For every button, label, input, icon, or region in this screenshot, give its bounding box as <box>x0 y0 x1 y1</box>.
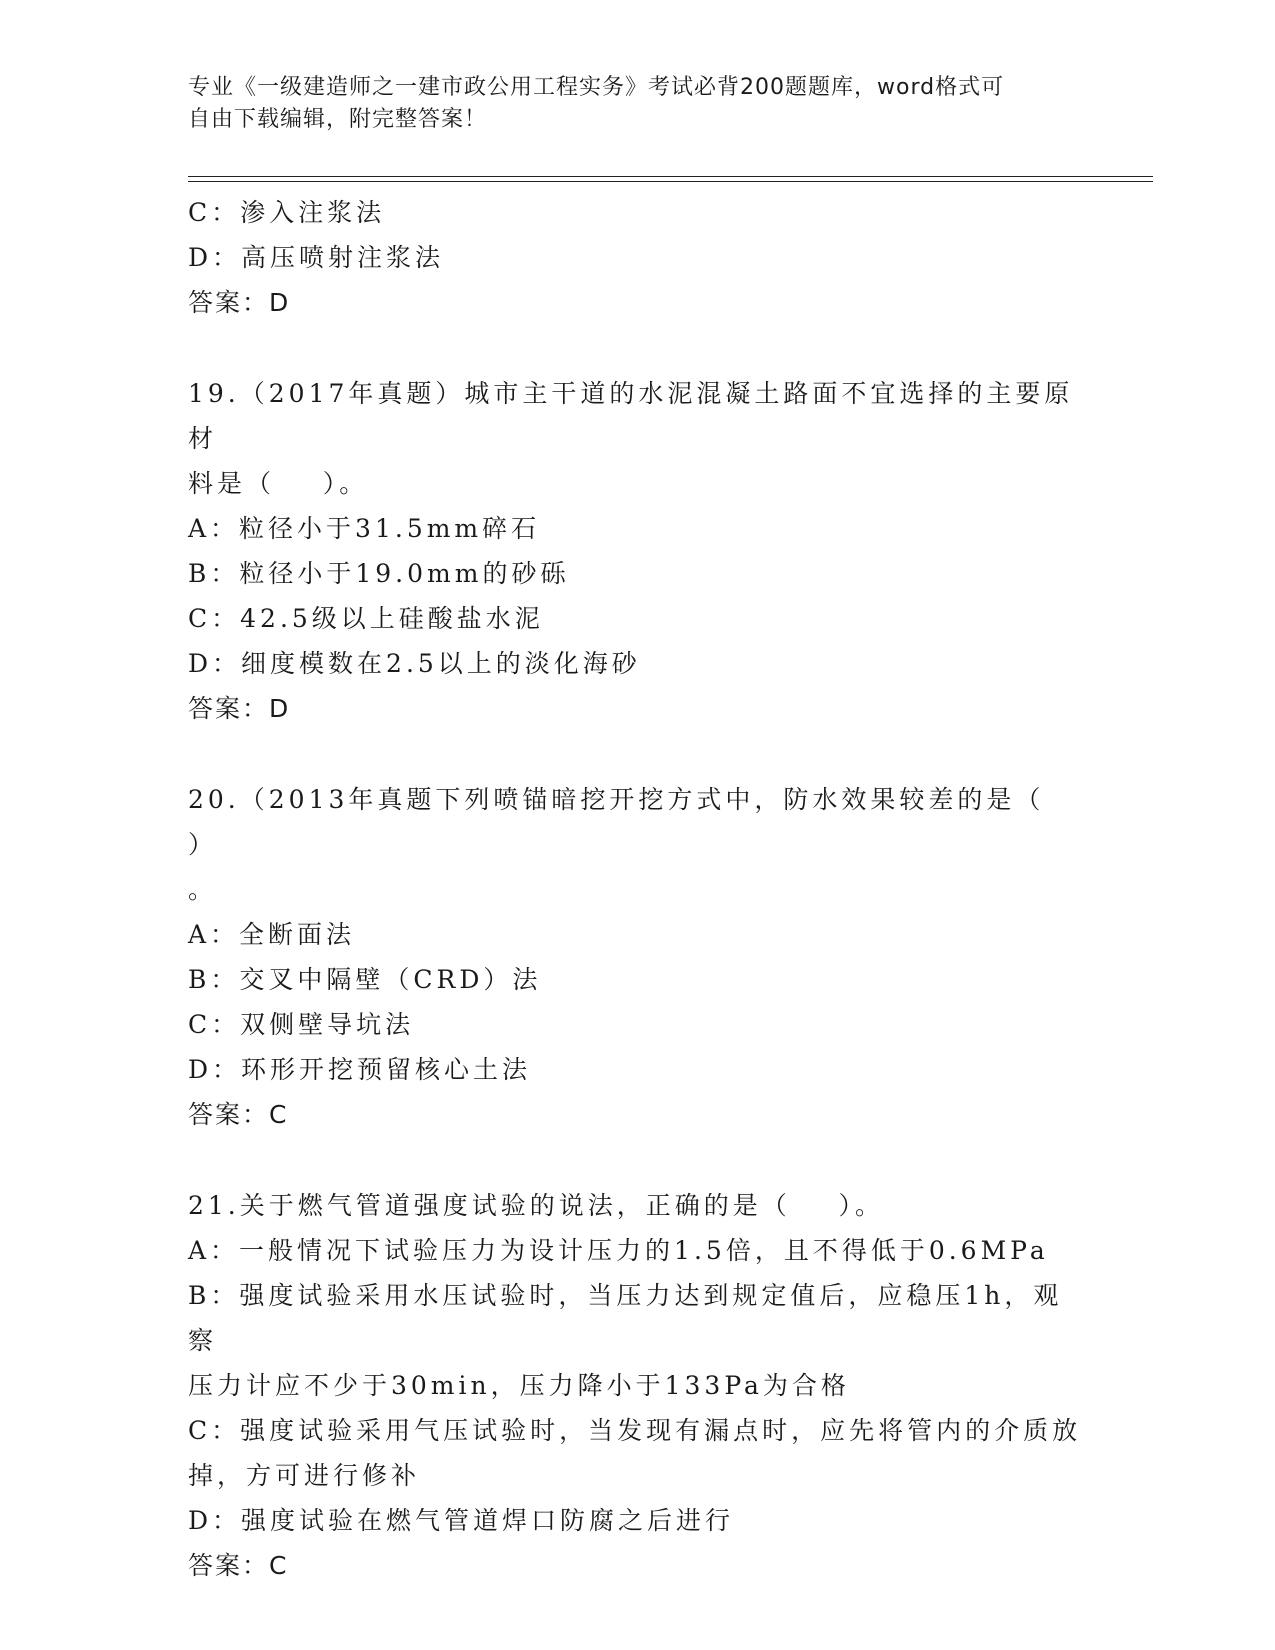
answer-line: 答案：D <box>188 694 291 723</box>
question-block-20 <box>188 777 1093 1137</box>
document-header <box>188 72 1068 136</box>
question-stem: 20.（2013年真题下列喷锚暗挖开挖方式中，防水效果较差的是（ ） <box>188 785 1093 859</box>
document-body <box>188 190 1093 1588</box>
option-b: B：粒径小于19.0mm的砂砾 <box>188 559 570 588</box>
option-b-continued: 压力计应不少于30min，压力降小于133Pa为合格 <box>188 1371 850 1400</box>
option-b: B：交叉中隔壁（CRD）法 <box>188 965 542 994</box>
question-block-continued <box>188 190 1088 325</box>
option-d: D：强度试验在燃气管道焊口防腐之后进行 <box>188 1506 735 1535</box>
option-b: B：强度试验采用水压试验时，当压力达到规定值后，应稳压1h，观察 <box>188 1281 1063 1355</box>
header-title-line-2: 自由下载编辑，附完整答案！ <box>188 107 488 132</box>
option-c: C：42.5级以上硅酸盐水泥 <box>188 604 544 633</box>
option-c: C：强度试验采用气压试验时，当发现有漏点时，应先将管内的介质放 <box>188 1416 1082 1445</box>
option-c: C：渗入注浆法 <box>188 198 386 227</box>
option-a: A：一般情况下试验压力为设计压力的1.5倍，且不得低于0.6MPa <box>188 1236 1049 1265</box>
option-d: D：环形开挖预留核心土法 <box>188 1055 532 1084</box>
answer-line: 答案：C <box>188 1551 289 1580</box>
header-title-line-1: 专业《一级建造师之一建市政公用工程实务》考试必背200题题库，word格式可 <box>188 75 1005 100</box>
option-c-continued: 掉，方可进行修补 <box>188 1461 421 1490</box>
question-block-21 <box>188 1183 1088 1588</box>
option-a: A：全断面法 <box>188 920 356 949</box>
question-stem: 。 <box>188 875 218 904</box>
question-stem: 料是（ ）。 <box>188 469 369 498</box>
option-a: A：粒径小于31.5mm碎石 <box>188 514 541 543</box>
answer-line: 答案：D <box>188 288 291 317</box>
spacer <box>188 731 1088 777</box>
option-d: D：高压喷射注浆法 <box>188 243 445 272</box>
question-stem: 21.关于燃气管道强度试验的说法，正确的是（ ）。 <box>188 1191 885 1220</box>
header-divider <box>188 176 1153 182</box>
question-stem: 19.（2017年真题）城市主干道的水泥混凝土路面不宜选择的主要原材 <box>188 379 1074 453</box>
option-c: C：双侧壁导坑法 <box>188 1010 415 1039</box>
spacer <box>188 325 1088 371</box>
question-block-19 <box>188 371 1088 731</box>
option-d: D：细度模数在2.5以上的淡化海砂 <box>188 649 641 678</box>
spacer <box>188 1137 1088 1183</box>
answer-line: 答案：C <box>188 1100 289 1129</box>
